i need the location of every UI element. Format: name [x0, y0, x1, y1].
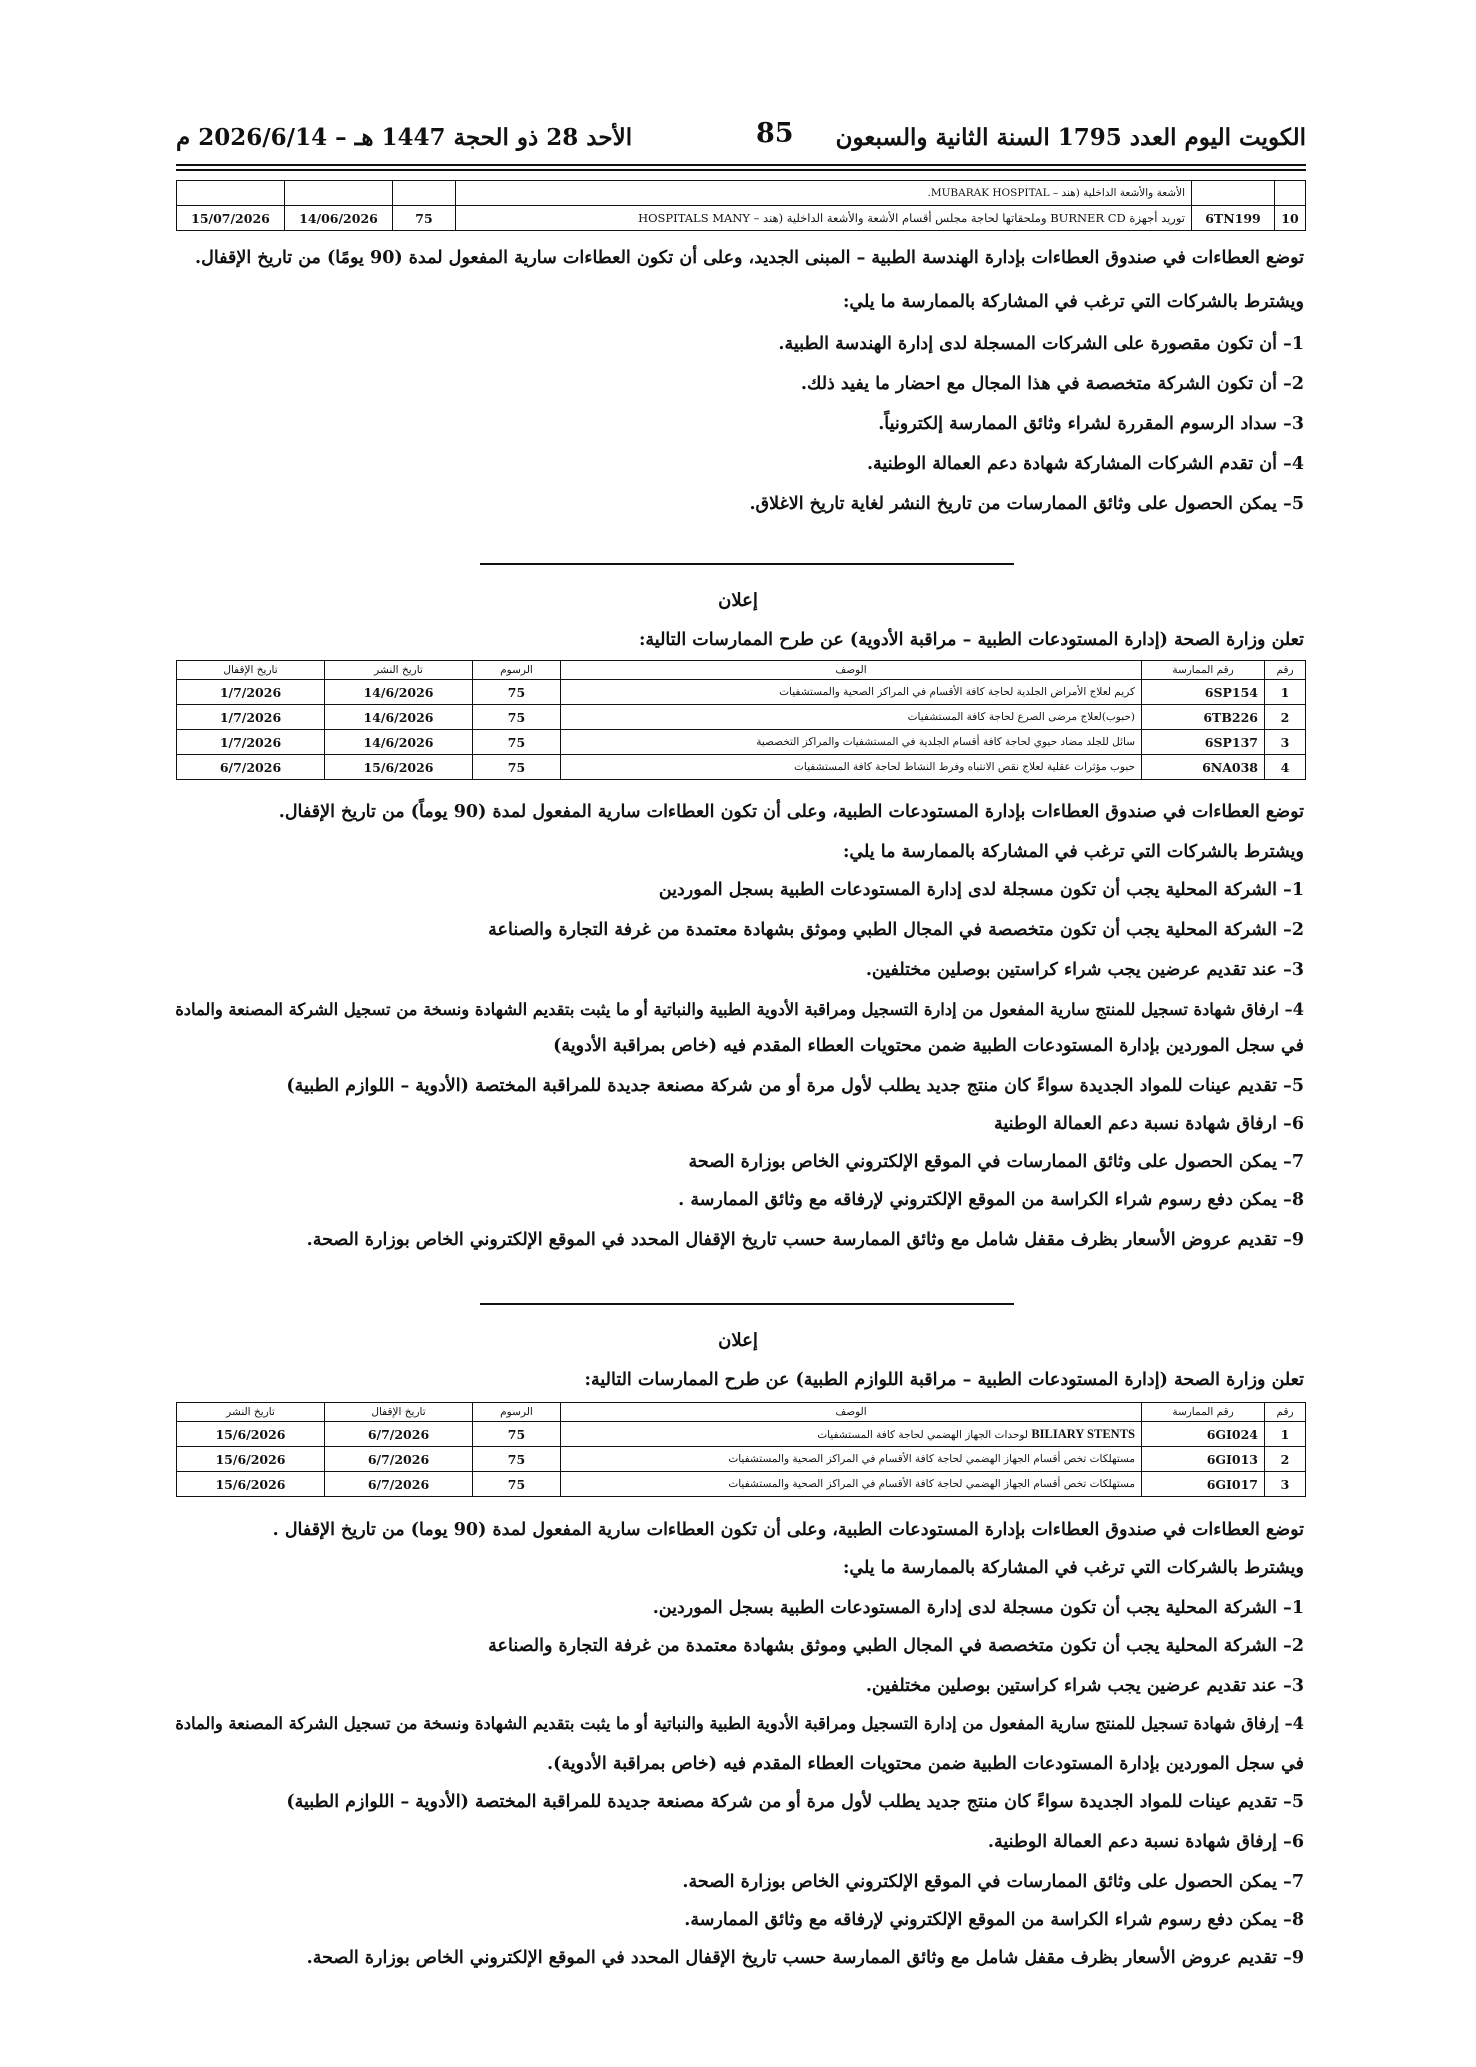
col-close: تاريخ الإقفال [177, 661, 325, 680]
sec3-para: توضع العطاءات في صندوق العطاءات بإدارة المستودعات الطبية، وعلى أن تكون العطاءات سارية المفعول لمدة (90 يوما) من تاريخ الإقفال . [272, 1520, 1304, 1540]
col-code: رقم الممارسة [1142, 661, 1265, 680]
table-cell-desc: حبوب مؤثرات عقلية لعلاج نقص الانتباه وفرط النشاط لحاجة كافة المستشفيات [561, 755, 1142, 780]
issue-date: الأحد 28 ذو الحجة 1447 هـ – 2026/6/14 م [176, 124, 633, 151]
table-cell-publish: 15/6/2026 [177, 1447, 325, 1472]
table-cell-num: 3 [1265, 730, 1306, 755]
sec2-cond-2: 2– الشركة المحلية يجب أن تكون متخصصة في المجال الطبي وموثق بشهادة معتمدة من غرفة التجارة والصناعة [488, 920, 1304, 940]
table-cell-num: 2 [1265, 705, 1306, 730]
table-cell-num: 3 [1265, 1472, 1306, 1497]
sec3-intro: تعلن وزارة الصحة (إدارة المستودعات الطبية – مراقبة اللوازم الطبية) عن طرح الممارسات التالية: [584, 1370, 1304, 1390]
sec2-cond-1: 1– الشركة المحلية يجب أن تكون مسجلة لدى إدارة المستودعات الطبية بسجل الموردين [658, 880, 1304, 900]
section-separator [480, 1303, 1014, 1305]
table-cell-close: 6/7/2026 [325, 1447, 473, 1472]
table-cell-publish: 14/06/2026 [285, 206, 393, 231]
sec3-cond-2: 2– الشركة المحلية يجب أن تكون متخصصة في المجال الطبي وموثق بشهادة معتمدة من غرفة التجارة والصناعة [488, 1636, 1304, 1656]
table-cell-desc: مستهلكات تخص أقسام الجهاز الهضمي لحاجة كافة الأقسام في المراكز الصحية والمستشفيات [561, 1447, 1142, 1472]
sec2-cond-intro: ويشترط بالشركات التي ترغب في المشاركة بالممارسة ما يلي: [842, 842, 1304, 862]
table-cell-close: 15/07/2026 [177, 206, 285, 231]
table-cell-fee: 75 [473, 755, 561, 780]
table-row [177, 730, 1306, 755]
table-cell-fee: 75 [473, 705, 561, 730]
table-cell-publish: 15/6/2026 [177, 1422, 325, 1447]
sec3-table [176, 1402, 1306, 1497]
table-cell-close: 1/7/2026 [177, 680, 325, 705]
table-row [177, 705, 1306, 730]
sec1-cond-intro: ويشترط بالشركات التي ترغب في المشاركة بالممارسة ما يلي: [842, 292, 1304, 312]
table-cell-publish: 14/6/2026 [325, 680, 473, 705]
issue-info: الكويت اليوم العدد 1795 السنة الثانية والسبعون [835, 124, 1306, 151]
table-cell-close: 6/7/2026 [325, 1472, 473, 1497]
table-cell-desc: الأشعة والأشعة الداخلية (هند – MUBARAK HOSPITAL. [456, 181, 1192, 206]
sec3-cond-8: 8– يمكن دفع رسوم شراء الكراسة من الموقع الإلكتروني لإرفاقه مع وثائق الممارسة. [684, 1910, 1304, 1930]
sec3-cond-intro: ويشترط بالشركات التي ترغب في المشاركة بالممارسة ما يلي: [842, 1558, 1304, 1578]
sec2-intro: تعلن وزارة الصحة (إدارة المستودعات الطبية – مراقبة الأدوية) عن طرح الممارسات التالية: [638, 630, 1304, 650]
table-row [177, 181, 1306, 206]
col-desc: الوصف [561, 661, 1142, 680]
table-cell-desc [561, 1422, 1142, 1447]
table-cell-num: 1 [1265, 680, 1306, 705]
sec2-cond-4-cont: في سجل الموردين بإدارة المستودعات الطبية ضمن محتويات العطاء المقدم فيه (خاص بمراقبة الأدوية) [553, 1036, 1304, 1056]
table-cell-fee: 75 [473, 1422, 561, 1447]
table-cell-num: 1 [1265, 1422, 1306, 1447]
table-cell-code: 6GI017 [1142, 1472, 1265, 1497]
page-number: 85 [756, 118, 794, 149]
table-cell-code: 6TB226 [1142, 705, 1265, 730]
header-rule-2 [176, 169, 1306, 171]
table-cell-num: 10 [1275, 206, 1306, 231]
desc-en: BILIARY STENTS [1031, 1426, 1135, 1441]
col-close: تاريخ الإقفال [325, 1403, 473, 1422]
sec2-cond-5: 5– تقديم عينات للمواد الجديدة سواءً كان منتج جديد يطلب لأول مرة أو من شركة مصنعة جديدة للمراقبة المختصة (الأدوية – اللوازم الطبية) [286, 1076, 1304, 1096]
header-rule [176, 164, 1306, 166]
table-header-row [177, 661, 1306, 680]
sec3-cond-3: 3– عند تقديم عرضين يجب شراء كراستين بوصلين مختلفين. [865, 1676, 1304, 1696]
table-cell-fee: 75 [473, 1447, 561, 1472]
table-cell-code: 6SP154 [1142, 680, 1265, 705]
sec2-cond-9: 9– تقديم عروض الأسعار بظرف مقفل شامل مع وثائق الممارسة حسب تاريخ الإقفال المحدد في الموقع الإلكتروني الخاص بوزارة الصحة. [306, 1230, 1304, 1250]
col-fee: الرسوم [473, 661, 561, 680]
sec1-cond-1: 1– أن تكون مقصورة على الشركات المسجلة لدى إدارة الهندسة الطبية. [778, 334, 1304, 354]
table-cell-publish: 14/6/2026 [325, 730, 473, 755]
sec2-title: إعلان [718, 590, 758, 611]
sec1-cond-5: 5– يمكن الحصول على وثائق الممارسات من تاريخ النشر لغاية تاريخ الاغلاق. [749, 494, 1304, 514]
sec1-cond-3: 3– سداد الرسوم المقررة لشراء وثائق الممارسة إلكترونياً. [878, 414, 1304, 434]
col-desc: الوصف [561, 1403, 1142, 1422]
table-cell-publish: 14/6/2026 [325, 705, 473, 730]
sec3-cond-6: 6– إرفاق شهادة نسبة دعم العمالة الوطنية. [987, 1832, 1304, 1852]
top-table [176, 180, 1306, 231]
sec2-para: توضع العطاءات في صندوق العطاءات بإدارة المستودعات الطبية، وعلى أن تكون العطاءات سارية المفعول لمدة (90 يوماً) من تاريخ الإقفال. [278, 802, 1304, 822]
table-cell-code: 6GI013 [1142, 1447, 1265, 1472]
table-row [177, 1447, 1306, 1472]
sec1-cond-2: 2– أن تكون الشركة متخصصة في هذا المجال مع احضار ما يفيد ذلك. [800, 374, 1304, 394]
table-cell-desc: كريم لعلاج الأمراض الجلدية لحاجة كافة الأقسام في المراكز الصحية والمستشفيات [561, 680, 1142, 705]
page-header [176, 118, 1306, 162]
table-cell-desc: (حبوب)لعلاج مرضى الصرع لحاجة كافة المستشفيات [561, 705, 1142, 730]
table-cell-desc: توريد أجهزة BURNER CD وملحقاتها لحاجة مجلس أقسام الأشعة والأشعة الداخلية (هند – HOSPITALS MANY [456, 206, 1192, 231]
table-cell-num: 4 [1265, 755, 1306, 780]
table-cell-publish: 15/6/2026 [325, 755, 473, 780]
sec1-para: توضع العطاءات في صندوق العطاءات بإدارة الهندسة الطبية – المبنى الجديد، وعلى أن تكون العطاءات سارية المفعول لمدة (90 يومًا) من تاريخ الإقفال. [195, 248, 1304, 268]
table-cell-code: 6SP137 [1142, 730, 1265, 755]
desc-ar: لوحدات الجهاز الهضمي لحاجة كافة المستشفيات [817, 1428, 1028, 1441]
table-row [177, 680, 1306, 705]
table-row [177, 1472, 1306, 1497]
col-num: رقم [1265, 1403, 1306, 1422]
table-cell-close: 6/7/2026 [325, 1422, 473, 1447]
col-publish: تاريخ النشر [177, 1403, 325, 1422]
sec3-title: إعلان [718, 1330, 758, 1351]
sec2-cond-3: 3– عند تقديم عرضين يجب شراء كراستين بوصلين مختلفين. [865, 960, 1304, 980]
sec3-cond-4-cont: في سجل الموردين بإدارة المستودعات الطبية ضمن محتويات العطاء المقدم فيه (خاص بمراقبة الأدوية). [547, 1754, 1304, 1774]
table-cell-publish: 15/6/2026 [177, 1472, 325, 1497]
sec3-cond-9: 9– تقديم عروض الأسعار بظرف مقفل شامل مع وثائق الممارسة حسب تاريخ الإقفال المحدد في الموقع الإلكتروني الخاص بوزارة الصحة. [306, 1948, 1304, 1968]
table-cell-fee: 75 [473, 680, 561, 705]
sec2-cond-7: 7– يمكن الحصول على وثائق الممارسات في الموقع الإلكتروني الخاص بوزارة الصحة [688, 1152, 1304, 1172]
table-cell-num: 2 [1265, 1447, 1306, 1472]
table-header-row [177, 1403, 1306, 1422]
sec3-cond-7: 7– يمكن الحصول على وثائق الممارسات في الموقع الإلكتروني الخاص بوزارة الصحة. [682, 1872, 1304, 1892]
col-num: رقم [1265, 661, 1306, 680]
sec2-table [176, 660, 1306, 780]
table-cell-desc: مستهلكات تخص أقسام الجهاز الهضمي لحاجة كافة الأقسام في المراكز الصحية والمستشفيات [561, 1472, 1142, 1497]
table-cell-close: 6/7/2026 [177, 755, 325, 780]
table-cell-fee: 75 [393, 206, 456, 231]
col-publish: تاريخ النشر [325, 661, 473, 680]
table-row [177, 206, 1306, 231]
sec3-cond-4: 4– إرفاق شهادة تسجيل للمنتج سارية المفعول من إدارة التسجيل ومراقبة الأدوية الطبية والنباتية أو ما يثبت بتقديم الشهادة ونسخة من تسجيل الشركة المصنعة والمادة [175, 1714, 1304, 1733]
table-row [177, 1422, 1306, 1447]
table-cell-desc: سائل للجلد مضاد حيوي لحاجة كافة أقسام الجلدية في المستشفيات والمراكز التخصصية [561, 730, 1142, 755]
col-fee: الرسوم [473, 1403, 561, 1422]
sec3-cond-5: 5– تقديم عينات للمواد الجديدة سواءً كان منتج جديد يطلب لأول مرة أو من شركة مصنعة جديدة للمراقبة المختصة (الأدوية – اللوازم الطبية) [286, 1792, 1304, 1812]
sec2-cond-6: 6– ارفاق شهادة نسبة دعم العمالة الوطنية [993, 1114, 1304, 1134]
sec1-cond-4: 4– أن تقدم الشركات المشاركة شهادة دعم العمالة الوطنية. [866, 454, 1304, 474]
table-row [177, 755, 1306, 780]
table-cell-code: 6TN199 [1192, 206, 1275, 231]
sec2-cond-8: 8– يمكن دفع رسوم شراء الكراسة من الموقع الإلكتروني لإرفاقه مع وثائق الممارسة . [678, 1190, 1304, 1210]
col-code: رقم الممارسة [1142, 1403, 1265, 1422]
table-cell-fee: 75 [473, 730, 561, 755]
table-cell-close: 1/7/2026 [177, 705, 325, 730]
sec3-cond-1: 1– الشركة المحلية يجب أن تكون مسجلة لدى إدارة المستودعات الطبية بسجل الموردين. [652, 1598, 1304, 1618]
section-separator [480, 563, 1014, 565]
table-cell-code: 6GI024 [1142, 1422, 1265, 1447]
table-cell-close: 1/7/2026 [177, 730, 325, 755]
sec2-cond-4: 4– ارفاق شهادة تسجيل للمنتج سارية المفعول من إدارة التسجيل ومراقبة الأدوية الطبية والنباتية أو ما يثبت بتقديم الشهادة ونسخة من تسجيل الشركة المصنعة والمادة [175, 1000, 1304, 1019]
table-cell-fee: 75 [473, 1472, 561, 1497]
table-cell-code: 6NA038 [1142, 755, 1265, 780]
